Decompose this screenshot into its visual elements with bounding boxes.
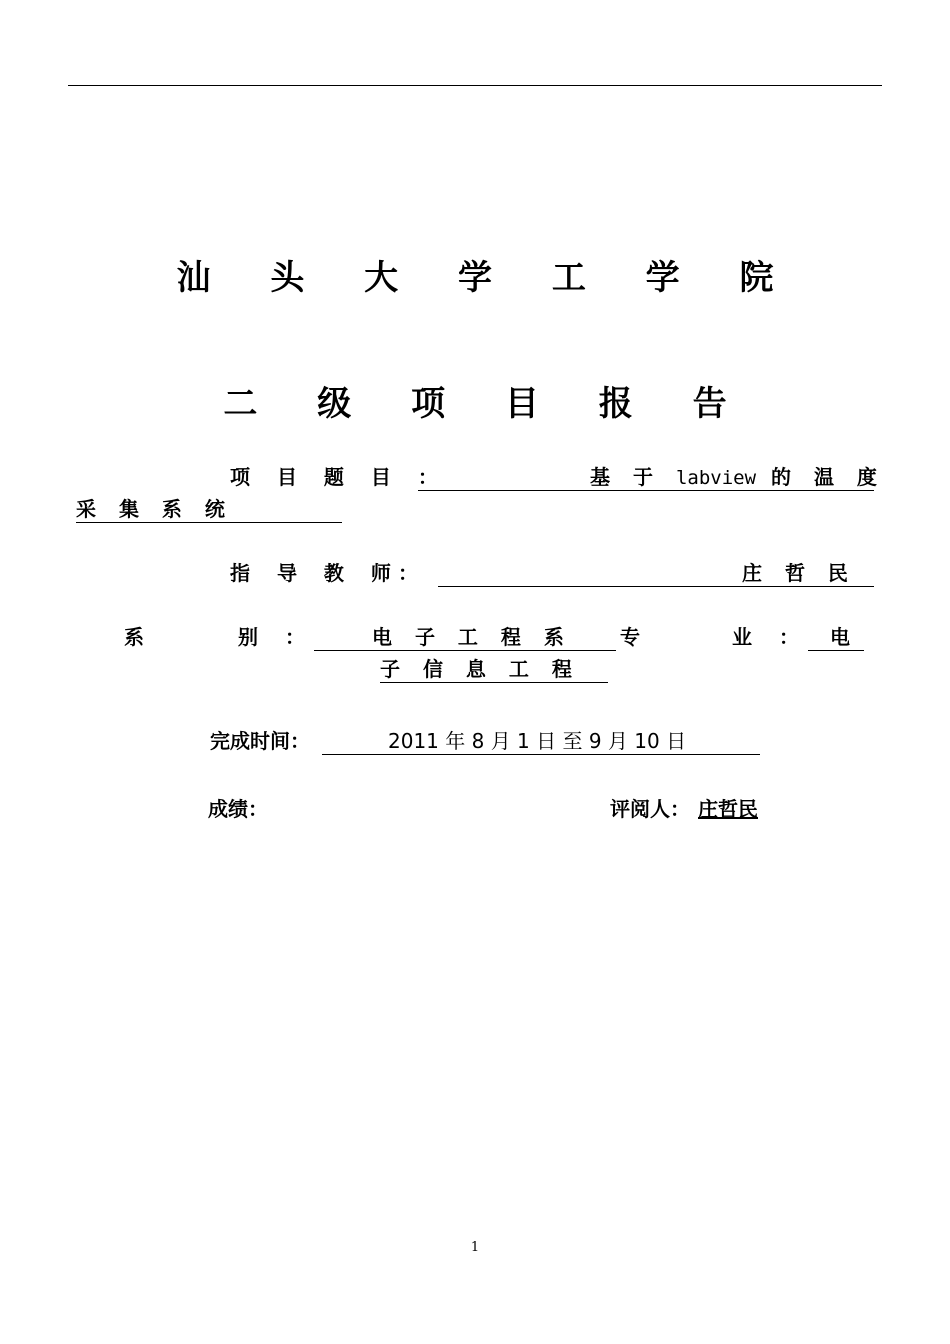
advisor-colon: ：	[398, 561, 418, 585]
project-title-part1: 基 于	[590, 465, 661, 489]
department-label: 系	[124, 625, 144, 649]
advisor-label: 指 导 教 师	[230, 561, 401, 585]
project-title-part2: 的 温 度	[770, 465, 885, 489]
advisor-value: 庄 哲 民	[742, 561, 856, 585]
page-number: 1	[470, 1240, 480, 1255]
major-value-line2: 子 信 息 工 程	[380, 657, 580, 681]
completion-value: 2011 年 8 月 1 日 至 9 月 10 日	[388, 729, 687, 753]
project-title-latin: labview	[675, 467, 757, 489]
reviewer-label: 评阅人：	[610, 797, 690, 821]
project-title-value	[590, 464, 885, 491]
completion-label: 完成时间：	[210, 729, 310, 753]
project-title-line2: 采 集 系 统	[76, 497, 233, 521]
project-title-label: 项 目 题 目 ：	[230, 465, 448, 489]
header-rule	[68, 85, 882, 86]
score-label: 成绩：	[208, 797, 268, 821]
department-value: 电 子 工 程 系	[372, 625, 572, 649]
report-title: 二 级 项 目 报 告	[223, 384, 751, 424]
major-value-line1: 电	[830, 625, 858, 649]
major-label-2: 业 ：	[732, 625, 809, 649]
reviewer-value: 庄哲民	[698, 797, 758, 821]
major-label: 专	[620, 625, 640, 649]
department-label-2: 别 ：	[238, 625, 315, 649]
school-title: 汕 头 大 学 工 学 院	[176, 258, 798, 298]
